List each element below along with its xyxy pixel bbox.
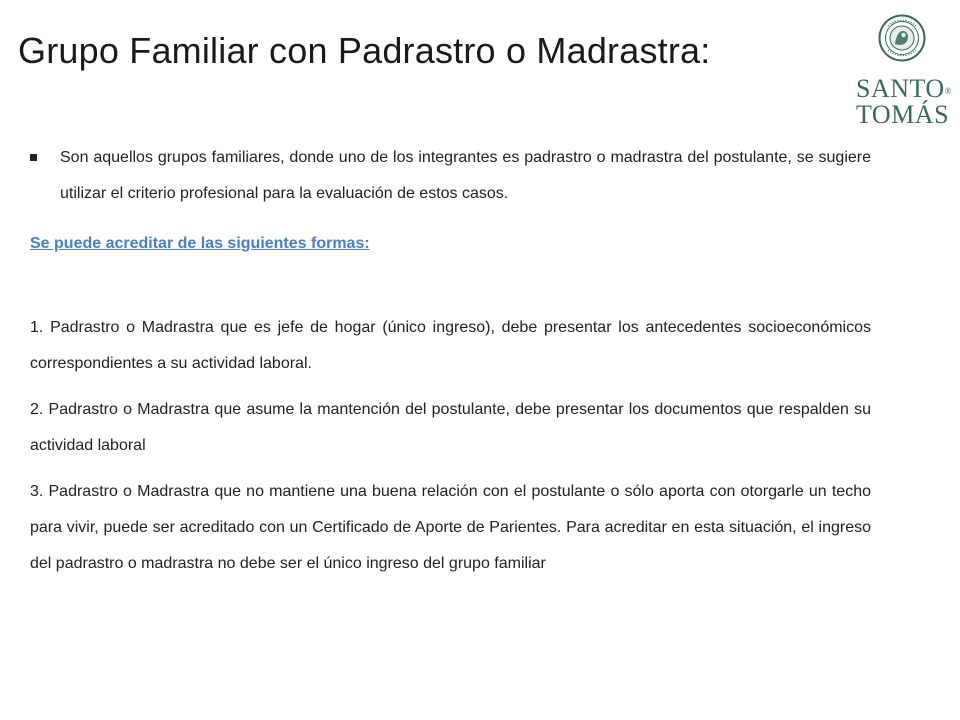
logo-wordmark-line1: SANTO®: [856, 74, 953, 103]
list-item: [30, 392, 871, 464]
section-subheading: Se puede acreditar de las siguientes formas:: [30, 235, 370, 252]
santo-tomas-logo: [856, 14, 953, 132]
list-item: [30, 310, 871, 382]
list-item-text-2: 2. Padrastro o Madrastra que asume la mantención del postulante, debe presentar los documentos que respalden su actividad laboral: [30, 401, 871, 454]
intro-bullet-text: Son aquellos grupos familiares, donde uno de los integrantes es padrastro o madrastra del postulante, se sugiere utilizar el criterio profesional para la evaluación de estos casos.: [60, 149, 871, 202]
intro-bullet: [30, 140, 871, 212]
list-item: [30, 474, 871, 582]
slide-title: Grupo Familiar con Padrastro o Madrastra:: [18, 30, 711, 71]
logo-wordmark-line2: TOMÁS: [856, 100, 950, 129]
university-seal-icon: [878, 14, 926, 62]
square-bullet-icon: [30, 154, 37, 161]
list-item-text-1: 1. Padrastro o Madrastra que es jefe de hogar (único ingreso), debe presentar los antecedentes socioeconómicos correspondientes a su actividad laboral.: [30, 319, 871, 372]
list-item-text-3: 3. Padrastro o Madrastra que no mantiene una buena relación con el postulante o sólo aporta con otorgarle un techo para vivir, puede ser acreditado con un Certificado de Aporte de Parientes. Para acreditar en esta situación, el ingreso del padrastro o madrastra no debe ser el único ingreso del grupo familiar: [30, 483, 871, 572]
